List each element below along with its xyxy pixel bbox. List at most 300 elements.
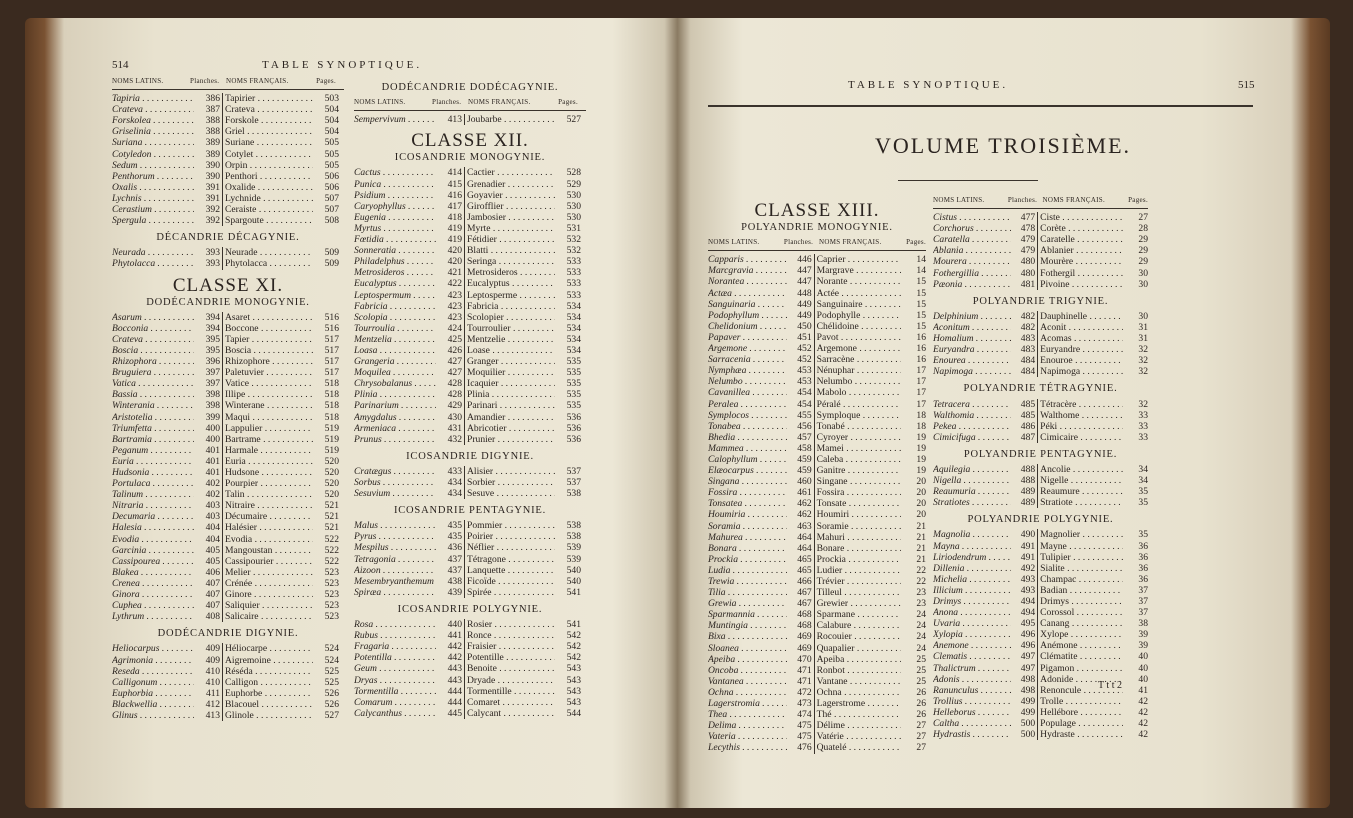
latin-name: Apeiba . . . bbox=[708, 654, 787, 665]
section-heading: POLYANDRIE TÉTRAGYNIE. bbox=[963, 383, 1118, 395]
french-name: Péki . . . bbox=[1038, 421, 1123, 432]
page-ref: 35 bbox=[1138, 486, 1148, 498]
page-ref: 543 bbox=[566, 663, 581, 675]
page-ref: 520 bbox=[324, 467, 339, 478]
french-name: Ochna . . . bbox=[815, 687, 901, 698]
plate-number: 430 bbox=[436, 412, 465, 423]
latin-name: Xylopia . . . bbox=[933, 629, 1011, 640]
page-ref: 36 bbox=[1138, 573, 1148, 585]
entry-row bbox=[708, 476, 926, 487]
french-name: Alisier . . . bbox=[465, 466, 555, 477]
plate-number: 487 bbox=[1011, 432, 1039, 443]
entry-row bbox=[708, 609, 926, 620]
french-name: Tormentille . . . bbox=[465, 686, 555, 697]
page-ref: 520 bbox=[324, 489, 339, 501]
french-name: Symploque . . . bbox=[815, 410, 901, 421]
french-name: Grenadier . . . bbox=[465, 179, 555, 190]
french-name: Norante . . . bbox=[815, 276, 901, 287]
plate-number: 412 bbox=[194, 699, 223, 710]
plate-number: 427 bbox=[436, 367, 465, 378]
page-ref: 535 bbox=[566, 367, 581, 379]
entry-row bbox=[933, 663, 1148, 674]
french-name: Maqui . . . bbox=[223, 412, 313, 423]
latin-name: Portulaca . . . bbox=[112, 478, 194, 489]
french-name: Néflier . . . bbox=[465, 542, 555, 553]
plate-number: 400 bbox=[194, 423, 223, 434]
plate-number: 390 bbox=[194, 171, 223, 182]
latin-name: Euria . . . bbox=[112, 456, 194, 467]
entry-row bbox=[354, 378, 586, 389]
plate-number: 468 bbox=[787, 609, 815, 620]
latin-name: Punica . . . bbox=[354, 179, 436, 190]
entry-row bbox=[112, 688, 344, 699]
french-name: Calycant . . . bbox=[465, 708, 555, 719]
french-name: Vatérie . . . bbox=[815, 731, 901, 742]
latin-name: Spergula . . . bbox=[112, 215, 194, 226]
entry-row bbox=[112, 334, 344, 345]
page-ref: 32 bbox=[1138, 344, 1148, 356]
entry-row bbox=[354, 312, 586, 323]
french-name: Fossira . . . bbox=[815, 487, 901, 498]
french-name: Eucalyptus . . . bbox=[465, 278, 555, 289]
page-ref: 22 bbox=[916, 576, 926, 587]
plate-number: 435 bbox=[436, 520, 465, 531]
page-ref: 29 bbox=[1138, 256, 1148, 268]
page-ref: 29 bbox=[1138, 245, 1148, 257]
entry-row bbox=[112, 655, 344, 666]
entry-row bbox=[354, 278, 586, 289]
latin-name: Cactus . . . bbox=[354, 167, 436, 178]
french-name: Nitraire . . . bbox=[223, 500, 313, 511]
french-name: Benoite . . . bbox=[465, 663, 555, 674]
french-name: Ronbot . . . bbox=[815, 665, 901, 676]
entry-row bbox=[708, 332, 926, 343]
entry-row bbox=[354, 663, 586, 674]
latin-name: Rhizophora . . . bbox=[112, 356, 194, 367]
latin-name: Sparmannia . . . bbox=[708, 609, 787, 620]
page-ref: 24 bbox=[916, 609, 926, 621]
entry-row bbox=[112, 522, 344, 533]
page-ref: 534 bbox=[566, 344, 581, 356]
plate-number: 443 bbox=[436, 663, 465, 674]
entry-row bbox=[933, 432, 1148, 443]
french-name: Phytolacca . . . bbox=[223, 258, 313, 269]
plate-number: 472 bbox=[787, 687, 815, 698]
plate-number: 387 bbox=[194, 104, 223, 115]
page-ref: 519 bbox=[324, 444, 339, 456]
latin-name: Fothergillia . . . bbox=[933, 268, 1011, 279]
entry-row bbox=[112, 323, 344, 334]
latin-name: Trollius . . . bbox=[933, 696, 1011, 707]
entry-row bbox=[354, 256, 586, 267]
plate-number: 395 bbox=[194, 334, 223, 345]
page-ref: 14 bbox=[916, 265, 926, 277]
entry-row bbox=[708, 299, 926, 310]
french-name: Champac . . . bbox=[1038, 574, 1123, 585]
entry-row bbox=[708, 576, 926, 587]
entry-row bbox=[708, 543, 926, 554]
latin-name: Mespilus . . . bbox=[354, 542, 436, 553]
french-name: Dauphinelle . . . bbox=[1038, 311, 1123, 322]
plate-number: 454 bbox=[787, 399, 815, 410]
french-name: Winterane . . . bbox=[223, 400, 313, 411]
latin-name: Houmiria . . . bbox=[708, 509, 787, 520]
entry-row bbox=[112, 356, 344, 367]
entry-row bbox=[708, 620, 926, 631]
french-name: Hydraste . . . bbox=[1038, 729, 1123, 740]
french-name: Moquilier . . . bbox=[465, 367, 555, 378]
page-ref: 544 bbox=[566, 707, 581, 719]
entry-row bbox=[354, 389, 586, 400]
french-name: Lagerstrome . . . bbox=[815, 698, 901, 709]
plate-number: 396 bbox=[194, 356, 223, 367]
entry-row bbox=[354, 367, 586, 378]
plate-number: 489 bbox=[1011, 486, 1039, 497]
page-ref: 15 bbox=[916, 309, 926, 321]
page-ref: 25 bbox=[916, 675, 926, 687]
french-header: NOMS FRANÇAIS. bbox=[1042, 196, 1106, 204]
page-ref: 17 bbox=[916, 365, 926, 377]
entry-row bbox=[708, 687, 926, 698]
entry-row bbox=[112, 367, 344, 378]
french-name: Réséda . . . bbox=[223, 666, 313, 677]
entry-row bbox=[354, 334, 586, 345]
entry-row bbox=[933, 651, 1148, 662]
french-name: Apeiba . . . bbox=[815, 654, 901, 665]
latin-name: Cimicifuga . . . bbox=[933, 432, 1011, 443]
page-ref: 34 bbox=[1138, 463, 1148, 475]
page-ref: 35 bbox=[1138, 529, 1148, 541]
plate-number: 454 bbox=[787, 387, 815, 398]
french-name: Ceraiste . . . bbox=[223, 204, 313, 215]
pages-header: Pages. bbox=[1128, 196, 1148, 204]
plate-number: 471 bbox=[787, 665, 815, 676]
page-ref: 503 bbox=[324, 93, 339, 105]
plate-number: 491 bbox=[1011, 541, 1039, 552]
latin-name: Adonis . . . bbox=[933, 674, 1011, 685]
plate-number: 398 bbox=[194, 389, 223, 400]
french-name: Fabricia . . . bbox=[465, 301, 555, 312]
french-name: Ciste . . . bbox=[1038, 212, 1123, 223]
entry-row bbox=[354, 565, 586, 576]
latin-name: Fossira . . . bbox=[708, 487, 787, 498]
entry-row bbox=[354, 587, 586, 598]
french-name: Héliocarpe . . . bbox=[223, 643, 313, 654]
latin-name: Uvaria . . . bbox=[933, 618, 1011, 629]
plate-number: 474 bbox=[787, 709, 815, 720]
plate-number: 434 bbox=[436, 477, 465, 488]
plate-number: 492 bbox=[1011, 563, 1039, 574]
french-name: Mangoustan . . . bbox=[223, 545, 313, 556]
class-heading: CLASSE XII. bbox=[411, 130, 529, 152]
plate-number: 480 bbox=[1011, 268, 1039, 279]
page-ref: 27 bbox=[916, 742, 926, 754]
french-name: Corossol . . . bbox=[1038, 607, 1123, 618]
plate-number: 447 bbox=[787, 265, 815, 276]
entry-row bbox=[708, 354, 926, 365]
entry-row bbox=[112, 489, 344, 500]
plate-number: 395 bbox=[194, 345, 223, 356]
french-name: Myrte . . . bbox=[465, 223, 555, 234]
page-ref: 30 bbox=[1138, 310, 1148, 322]
french-name: Cactier . . . bbox=[465, 167, 555, 178]
plate-number: 406 bbox=[194, 567, 223, 578]
page-ref: 15 bbox=[916, 287, 926, 299]
section-heading: DODÉCANDRIE MONOGYNIE. bbox=[146, 296, 310, 308]
plate-number: 493 bbox=[1011, 585, 1039, 596]
entry-row bbox=[933, 729, 1148, 740]
plate-number: 444 bbox=[436, 697, 465, 708]
latin-name: Bixa . . . bbox=[708, 631, 787, 642]
french-header: NOMS FRANÇAIS. bbox=[468, 98, 531, 107]
french-name: Ficoïde . . . bbox=[465, 576, 555, 587]
latin-name: Anemone . . . bbox=[933, 640, 1011, 651]
plate-number: 402 bbox=[194, 489, 223, 500]
entry-row bbox=[708, 365, 926, 376]
page-ref: 22 bbox=[916, 564, 926, 576]
plate-number: 484 bbox=[1011, 366, 1039, 377]
entry-row bbox=[933, 552, 1148, 563]
page-ref: 23 bbox=[916, 587, 926, 599]
header-rule bbox=[708, 105, 1253, 107]
latin-header: NOMS LATINS. bbox=[354, 98, 406, 107]
french-name: Pigamon . . . bbox=[1038, 663, 1123, 674]
page-ref: 509 bbox=[324, 247, 339, 259]
volume-title: VOLUME TROISIÈME. bbox=[874, 133, 1132, 158]
french-name: Rocouier . . . bbox=[815, 631, 901, 642]
plate-number: 398 bbox=[194, 400, 223, 411]
french-name: Girofflier . . . bbox=[465, 201, 555, 212]
french-name: Tapirier . . . bbox=[223, 93, 313, 104]
page-ref: 31 bbox=[1138, 333, 1148, 345]
latin-name: Eugenia . . . bbox=[354, 212, 436, 223]
entry-row bbox=[112, 611, 344, 622]
french-name: Dryade . . . bbox=[465, 675, 555, 686]
entry-row bbox=[112, 400, 344, 411]
entry-row bbox=[708, 698, 926, 709]
french-name: Trolle . . . bbox=[1038, 696, 1123, 707]
plate-number: 442 bbox=[436, 652, 465, 663]
latin-name: Oxalis . . . bbox=[112, 182, 194, 193]
latin-header: NOMS LATINS. bbox=[933, 196, 985, 204]
entry-row bbox=[354, 167, 586, 178]
plate-number: 464 bbox=[787, 543, 815, 554]
page-ref: 28 bbox=[1138, 223, 1148, 235]
latin-name: Agrimonia . . . bbox=[112, 655, 194, 666]
french-name: Rosier . . . bbox=[465, 619, 555, 630]
french-name: Griel . . . bbox=[223, 126, 313, 137]
latin-name: Blakea . . . bbox=[112, 567, 194, 578]
french-header: NOMS FRANÇAIS. bbox=[226, 77, 289, 85]
entry-row bbox=[112, 137, 344, 148]
plate-number: 483 bbox=[1011, 344, 1039, 355]
latin-name: Argemone . . . bbox=[708, 343, 787, 354]
latin-name: Symplocos . . . bbox=[708, 410, 787, 421]
latin-name: Blackwellia . . . bbox=[112, 699, 194, 710]
latin-name: Cratægus . . . bbox=[354, 466, 436, 477]
french-name: Pavot . . . bbox=[815, 332, 901, 343]
latin-name: Prunus . . . bbox=[354, 434, 436, 445]
latin-name: Nigella . . . bbox=[933, 475, 1011, 486]
latin-name: Mentzelia . . . bbox=[354, 334, 436, 345]
page-ref: 24 bbox=[916, 620, 926, 632]
latin-name: Tetracera . . . bbox=[933, 399, 1011, 410]
latin-name: Napimoga . . . bbox=[933, 366, 1011, 377]
latin-name: Tonsatea . . . bbox=[708, 498, 787, 509]
page-ref: 541 bbox=[566, 619, 581, 631]
latin-name: Cassipourea . . . bbox=[112, 556, 194, 567]
french-name: Metrosideros . . . bbox=[465, 267, 555, 278]
page-ref: 506 bbox=[324, 170, 339, 182]
french-name: Mentzelie . . . bbox=[465, 334, 555, 345]
plate-number: 419 bbox=[436, 223, 465, 234]
french-name: Cimicaire . . . bbox=[1038, 432, 1123, 443]
latin-name: Delphinium . . . bbox=[933, 311, 1011, 322]
french-name: Blacouel . . . bbox=[223, 699, 313, 710]
french-name: Hellébore . . . bbox=[1038, 707, 1123, 718]
french-name: Abricotier . . . bbox=[465, 423, 555, 434]
page-ref: 15 bbox=[916, 298, 926, 310]
entry-row bbox=[933, 629, 1148, 640]
entry-row bbox=[354, 114, 586, 125]
page-ref: 532 bbox=[566, 234, 581, 246]
page-ref: 25 bbox=[916, 653, 926, 665]
entry-row bbox=[112, 215, 344, 226]
page-ref: 508 bbox=[324, 215, 339, 227]
entry-row bbox=[933, 333, 1148, 344]
plate-number: 435 bbox=[436, 531, 465, 542]
page-ref: 17 bbox=[916, 398, 926, 410]
plate-number: 389 bbox=[194, 149, 223, 160]
latin-name: Fœtidia . . . bbox=[354, 234, 436, 245]
plate-number: 489 bbox=[1011, 497, 1039, 508]
entry-row bbox=[933, 245, 1148, 256]
plate-number: 392 bbox=[194, 215, 223, 226]
column-header bbox=[933, 195, 1148, 209]
latin-name: Psidium . . . bbox=[354, 190, 436, 201]
plate-number: 394 bbox=[194, 323, 223, 334]
french-name: Plinia . . . bbox=[465, 389, 555, 400]
plate-number: 462 bbox=[787, 498, 815, 509]
french-name: Grewier . . . bbox=[815, 598, 901, 609]
page-ref: 20 bbox=[916, 487, 926, 499]
latin-name: Reaumuria . . . bbox=[933, 486, 1011, 497]
entry-row bbox=[112, 534, 344, 545]
french-name: Penthori . . . bbox=[223, 171, 313, 182]
page-ref: 523 bbox=[324, 611, 339, 623]
section-heading: DÉCANDRIE DÉCAGYNIE. bbox=[156, 232, 300, 244]
french-name: Sanguinaire . . . bbox=[815, 299, 901, 310]
latin-name: Enourea . . . bbox=[933, 355, 1011, 366]
plate-number: 476 bbox=[787, 742, 815, 753]
page-ref: 20 bbox=[916, 476, 926, 488]
page-ref: 505 bbox=[324, 137, 339, 149]
page-ref: 521 bbox=[324, 511, 339, 523]
entry-row bbox=[708, 387, 926, 398]
entry-row bbox=[933, 322, 1148, 333]
entry-row bbox=[112, 160, 344, 171]
latin-name: Stratiotes . . . bbox=[933, 497, 1011, 508]
entry-row bbox=[708, 343, 926, 354]
latin-name: Clematis . . . bbox=[933, 651, 1011, 662]
plate-number: 462 bbox=[787, 509, 815, 520]
french-name: Caratelle . . . bbox=[1038, 234, 1123, 245]
entry-row bbox=[708, 521, 926, 532]
page-ref: 520 bbox=[324, 478, 339, 490]
entry-row bbox=[708, 410, 926, 421]
running-header: TABLE SYNOPTIQUE. bbox=[262, 59, 423, 71]
latin-name: Dillenia . . . bbox=[933, 563, 1011, 574]
french-name: Poirier . . . bbox=[465, 531, 555, 542]
latin-name: Suriana . . . bbox=[112, 137, 194, 148]
entry-row bbox=[112, 115, 344, 126]
plate-number: 413 bbox=[194, 710, 223, 721]
latin-name: Ranunculus . . . bbox=[933, 685, 1011, 696]
plate-number: 422 bbox=[436, 278, 465, 289]
page-ref: 540 bbox=[566, 564, 581, 576]
french-name: Melier . . . bbox=[223, 567, 313, 578]
plate-number: 482 bbox=[1011, 311, 1039, 322]
entry-row bbox=[933, 475, 1148, 486]
plate-number: 397 bbox=[194, 378, 223, 389]
section-heading: POLYANDRIE PENTAGYNIE. bbox=[963, 448, 1118, 460]
plate-number: 463 bbox=[787, 521, 815, 532]
plate-number: 448 bbox=[787, 288, 815, 299]
page-ref: 21 bbox=[916, 542, 926, 554]
latin-name: Bocconia . . . bbox=[112, 323, 194, 334]
page-ref: 525 bbox=[324, 665, 339, 677]
page-ref: 27 bbox=[916, 720, 926, 732]
entry-row bbox=[708, 709, 926, 720]
latin-name: Tilia . . . bbox=[708, 587, 787, 598]
plate-number: 485 bbox=[1011, 399, 1039, 410]
french-name: Crénée . . . bbox=[223, 578, 313, 589]
entry-row bbox=[933, 279, 1148, 290]
french-name: Sesuve . . . bbox=[465, 488, 555, 499]
page-ref: 504 bbox=[324, 126, 339, 138]
page-ref: 543 bbox=[566, 685, 581, 697]
page-ref: 535 bbox=[566, 356, 581, 368]
section-heading: DODÉCANDRIE DIGYNIE. bbox=[157, 628, 299, 640]
entry-row bbox=[708, 532, 926, 543]
french-name: Acomas . . . bbox=[1038, 333, 1123, 344]
entry-row bbox=[354, 190, 586, 201]
plate-number: 389 bbox=[194, 137, 223, 148]
french-name: Parinari . . . bbox=[465, 400, 555, 411]
signature-mark: T t t 2 bbox=[1098, 680, 1122, 691]
pages-header: Pages. bbox=[906, 238, 926, 247]
plate-number: 475 bbox=[787, 720, 815, 731]
page-ref: 537 bbox=[566, 477, 581, 488]
page-ref: 38 bbox=[1138, 618, 1148, 630]
page-ref: 522 bbox=[324, 555, 339, 567]
french-name: Délime . . . bbox=[815, 720, 901, 731]
french-name: Suriane . . . bbox=[223, 137, 313, 148]
french-name: Scolopier . . . bbox=[465, 312, 555, 323]
french-name: Oxalide . . . bbox=[223, 182, 313, 193]
french-name: Renoncule . . . bbox=[1038, 685, 1123, 696]
left-column-2 bbox=[354, 76, 586, 719]
page-ref: 518 bbox=[324, 411, 339, 423]
entry-row bbox=[354, 477, 586, 488]
plate-number: 419 bbox=[436, 234, 465, 245]
page-ref: 40 bbox=[1138, 673, 1148, 685]
latin-name: Muntingia . . . bbox=[708, 620, 787, 631]
entry-row bbox=[708, 399, 926, 410]
page-ref: 23 bbox=[916, 598, 926, 610]
french-name: Anémone . . . bbox=[1038, 640, 1123, 651]
page-ref: 21 bbox=[916, 520, 926, 532]
